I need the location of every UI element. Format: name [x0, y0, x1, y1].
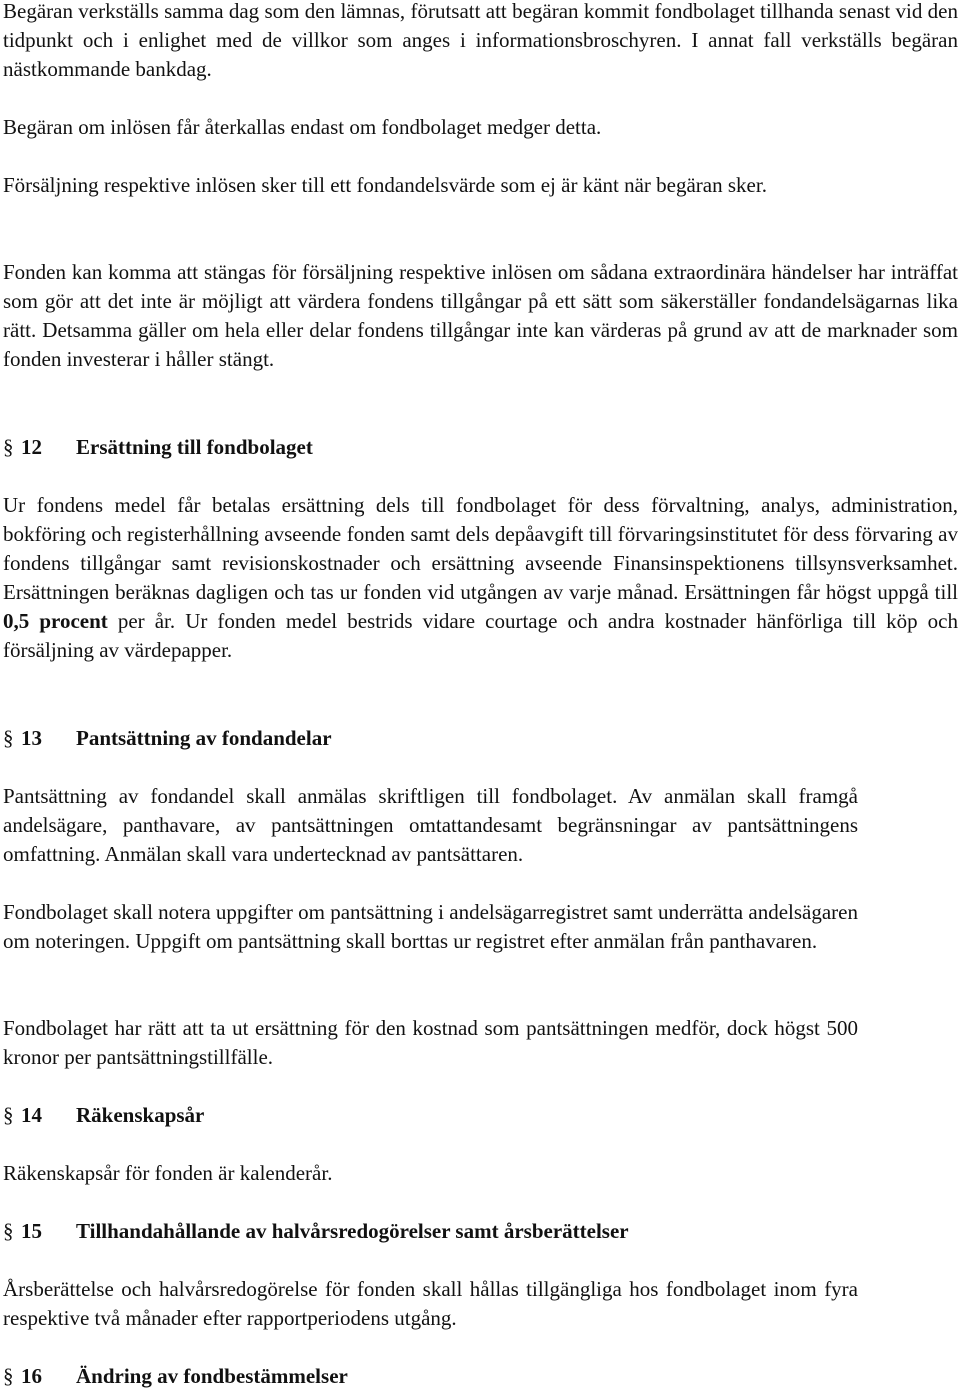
section-number: 16 [21, 1364, 42, 1388]
paragraph-reports-availability: Årsberättelse och halvårsredogörelse för fonden skall hållas tillgängliga hos fondbolaget inom fyra respektive två månader efter rapportperiodens utgång. [3, 1277, 858, 1330]
compensation-text-after: per år. Ur fonden medel bestrids vidare courtage och andra kostnader hänförliga till köp och försäljning av värdepapper. [3, 609, 958, 662]
paragraph-pledge-registration: Fondbolaget skall notera uppgifter om pantsättning i andelsägarregistret samt underrätta andelsägaren om noteringen. Uppgift om pantsättning skall borttas ur registret efter anmälan från panthavaren. [3, 900, 858, 953]
section-symbol: § [3, 435, 14, 459]
section-heading-16 [3, 1362, 348, 1391]
section-symbol: § [3, 726, 14, 750]
section-symbol: § [3, 1219, 14, 1243]
section-title: Ändring av fondbestämmelser [76, 1364, 348, 1388]
section-symbol: § [3, 1103, 14, 1127]
section-heading-14 [3, 1101, 204, 1130]
section-number: 14 [21, 1103, 42, 1127]
section-number: 15 [21, 1219, 42, 1243]
paragraph-pledge-notification: Pantsättning av fondandel skall anmälas skriftligen till fondbolaget. Av anmälan skall framgå andelsägare, panthavare, av pantsättningen omtattandesamt begränsningar av pantsättningens omfattning. Anmälan skall vara undertecknad av pantsättaren. [3, 784, 858, 866]
paragraph-request-execution: Begäran verkställs samma dag som den lämnas, förutsatt att begäran kommit fondbolaget tillhanda senast vid den tidpunkt och i enlighet med de villkor som anges i informationsbroschyren. I annat fall verkställs begäran nästkommande bankdag. [3, 0, 958, 81]
paragraph-compensation [3, 491, 958, 665]
paragraph-pledge-fee: Fondbolaget har rätt att ta ut ersättning för den kostnad som pantsättningen medför, dock högst 500 kronor per pantsättningstillfälle. [3, 1016, 858, 1069]
paragraph-fund-closure: Fonden kan komma att stängas för försäljning respektive inlösen om sådana extraordinära händelser har inträffat som gör att det inte är möjligt att värdera fondens tillgångar på ett sätt som säkerställer fondandelsägarnas lika rätt. Detsamma gäller om hela eller delar fondens tillgångar inte kan värderas på grund av att de marknader som fonden investerar i håller stängt. [3, 260, 958, 371]
section-heading-15 [3, 1217, 629, 1246]
paragraph-sale-redemption-value: Försäljning respektive inlösen sker till ett fondandelsvärde som ej är känt när begäran sker. [3, 173, 767, 197]
section-symbol: § [3, 1364, 14, 1388]
section-heading-13 [3, 724, 332, 753]
section-title: Tillhandahållande av halvårsredogörelser samt årsberättelser [76, 1219, 629, 1243]
compensation-text-before: Ur fondens medel får betalas ersättning dels till fondbolaget för dess förvaltning, analys, administration, bokföring och registerhållning avseende fonden samt dels depåavgift till förvaringsinstitutet för dess förvaring av fondens tillgångar samt revisionskostnader och ersättning avseende Finansinspektionens tillsynsverksamhet. Ersättningen beräknas dagligen och tas ur fonden vid utgången av varje månad. Ersättningen får högst uppgå till [3, 493, 958, 604]
compensation-max-rate: 0,5 procent [3, 609, 108, 633]
section-title: Räkenskapsår [76, 1103, 205, 1127]
section-number: 13 [21, 726, 42, 750]
section-heading-12 [3, 433, 313, 462]
section-title: Ersättning till fondbolaget [76, 435, 313, 459]
paragraph-fiscal-year: Räkenskapsår för fonden är kalenderår. [3, 1161, 333, 1185]
paragraph-request-withdrawal: Begäran om inlösen får återkallas endast om fondbolaget medger detta. [3, 115, 602, 139]
section-number: 12 [21, 435, 42, 459]
section-title: Pantsättning av fondandelar [76, 726, 332, 750]
